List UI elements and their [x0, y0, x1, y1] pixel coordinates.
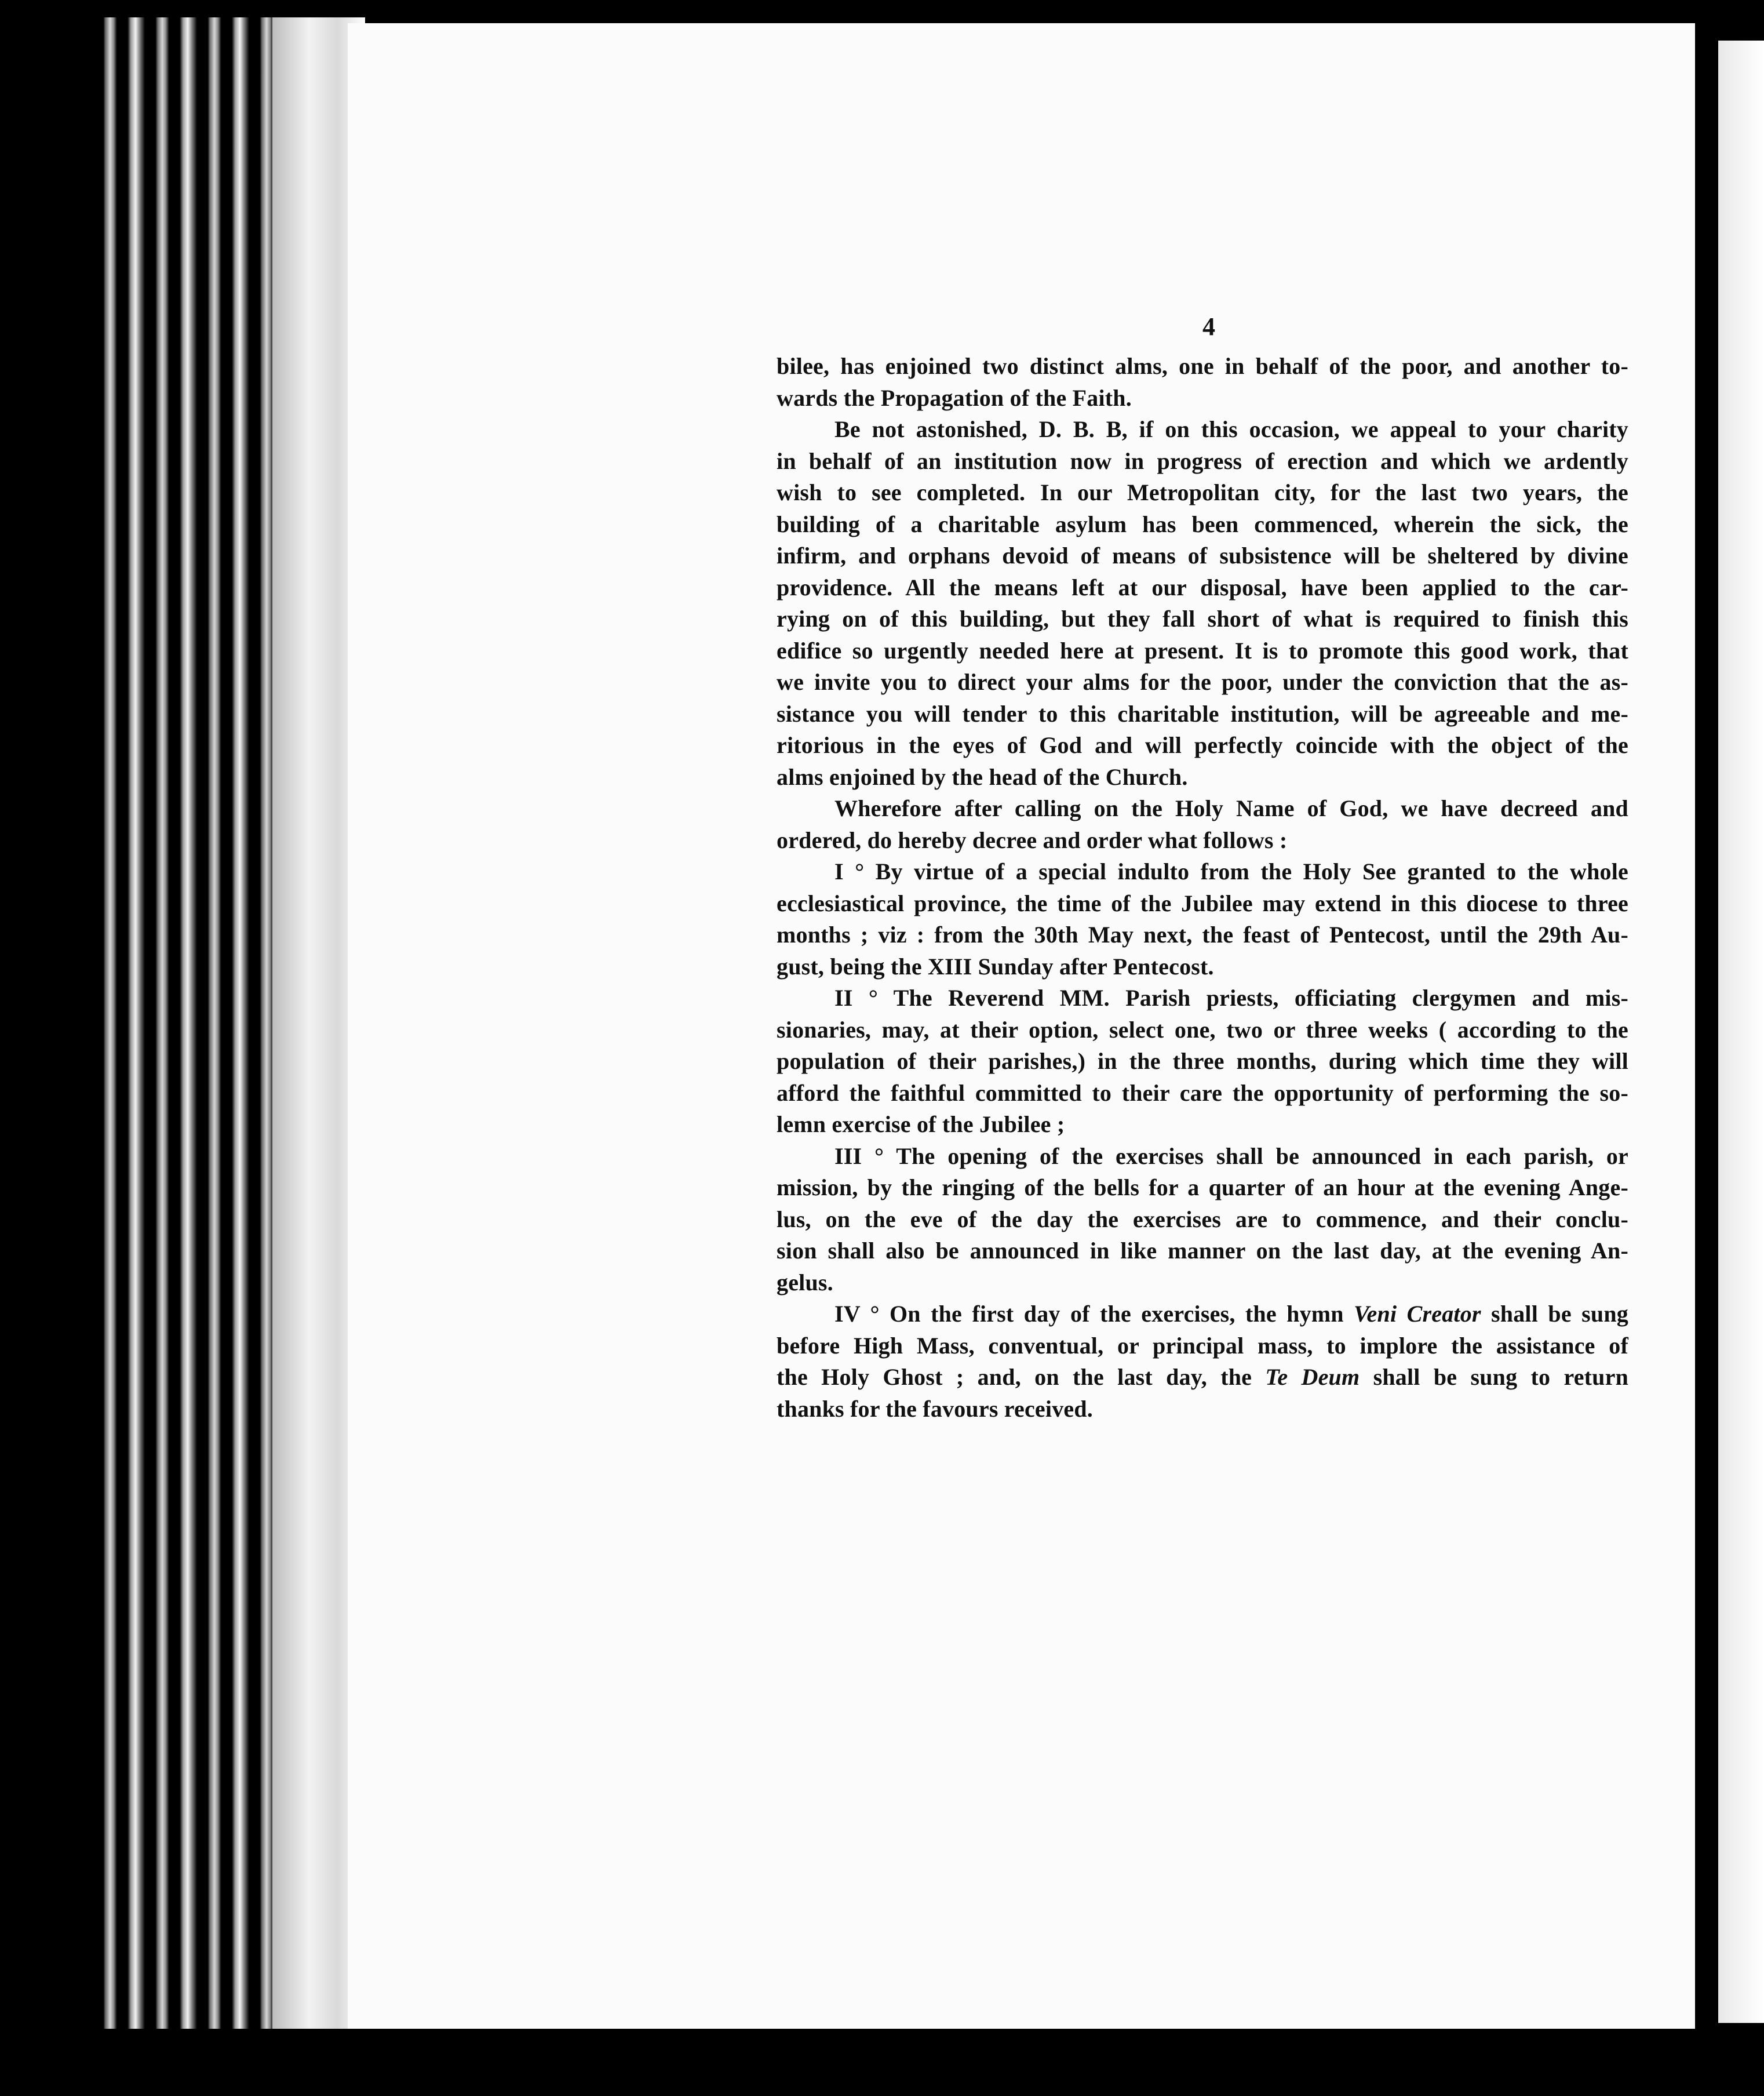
text-line: wards the Propagation of the Faith.: [777, 384, 1132, 411]
text-line: before High Mass, conventual, or principal mass, to implore the assistance of: [777, 1332, 1628, 1359]
next-page-sliver: [1718, 41, 1764, 2023]
text-line: we invite you to direct your alms for the poor, under the conviction that the as-: [777, 669, 1628, 695]
page-number: 4: [1202, 312, 1215, 341]
text-line: gust, being the XIII Sunday after Pentecost.: [777, 953, 1214, 980]
text-line: sionaries, may, at their option, select one, two or three weeks ( according to the: [777, 1016, 1628, 1043]
text-line: [777, 1298, 1628, 1330]
text-line: lus, on the eve of the day the exercises are to commence, and their conclu-: [777, 1206, 1628, 1232]
text-line: lemn exercise of the Jubilee ;: [777, 1111, 1065, 1137]
text-line: building of a charitable asylum has been commenced, wherein the sick, the: [777, 511, 1628, 537]
text-line: [777, 1362, 1628, 1393]
hymn-title: Veni Creator: [1354, 1301, 1481, 1327]
text-line: infirm, and orphans devoid of means of subsistence will be sheltered by divine: [777, 543, 1628, 569]
text-fragment: IV ° On the first day of the exercises, the hymn: [834, 1301, 1344, 1327]
text-line: ritorious in the eyes of God and will perfectly coincide with the object of the: [777, 732, 1628, 758]
text-line: providence. All the means left at our disposal, have been applied to the car-: [777, 574, 1628, 601]
text-line: III ° The opening of the exercises shall be announced in each parish, or: [834, 1142, 1628, 1169]
text-line: alms enjoined by the head of the Church.: [777, 763, 1188, 790]
text-line: thanks for the favours received.: [777, 1395, 1093, 1422]
hymn-title: Te Deum: [1265, 1364, 1360, 1390]
text-fragment: shall be sung to return: [1373, 1364, 1629, 1390]
text-line: sistance you will tender to this charitable institution, will be agreeable and me-: [777, 700, 1628, 727]
text-line: afford the faithful committed to their care the opportunity of performing the so-: [777, 1079, 1628, 1106]
text-line: sion shall also be announced in like manner on the last day, at the evening An-: [777, 1238, 1628, 1264]
text-line: Be not astonished, D. B. B, if on this occasion, we appeal to your charity: [834, 416, 1628, 442]
text-fragment: shall be sung: [1491, 1301, 1628, 1327]
text-line: ordered, do hereby decree and order what follows :: [777, 827, 1288, 853]
text-line: I ° By virtue of a special indulto from the Holy See granted to the whole: [834, 858, 1628, 885]
text-line: gelus.: [777, 1269, 833, 1296]
text-fragment: the Holy Ghost ; and, on the last day, the: [777, 1364, 1252, 1390]
text-line: in behalf of an institution now in progress of erection and which we ardently: [777, 447, 1628, 474]
text-line: population of their parishes,) in the three months, during which time they will: [777, 1048, 1628, 1074]
text-line: edifice so urgently needed here at present. It is to promote this good work, that: [777, 637, 1628, 664]
body-text: [777, 351, 1628, 1425]
text-line: months ; viz : from the 30th May next, the feast of Pentecost, until the 29th Au-: [777, 922, 1628, 948]
text-line: mission, by the ringing of the bells for a quarter of an hour at the evening Ange-: [777, 1174, 1628, 1200]
text-line: rying on of this building, but they fall short of what is required to finish this: [777, 606, 1628, 632]
text-line: ecclesiastical province, the time of the Jubilee may extend in this diocese to three: [777, 890, 1628, 916]
text-line: bilee, has enjoined two distinct alms, one in behalf of the poor, and another to-: [777, 353, 1628, 379]
text-line: Wherefore after calling on the Holy Name of God, we have decreed and: [834, 795, 1628, 821]
text-line: II ° The Reverend MM. Parish priests, officiating clergymen and mis-: [834, 985, 1628, 1011]
text-line: wish to see completed. In our Metropolitan city, for the last two years, the: [777, 479, 1628, 505]
